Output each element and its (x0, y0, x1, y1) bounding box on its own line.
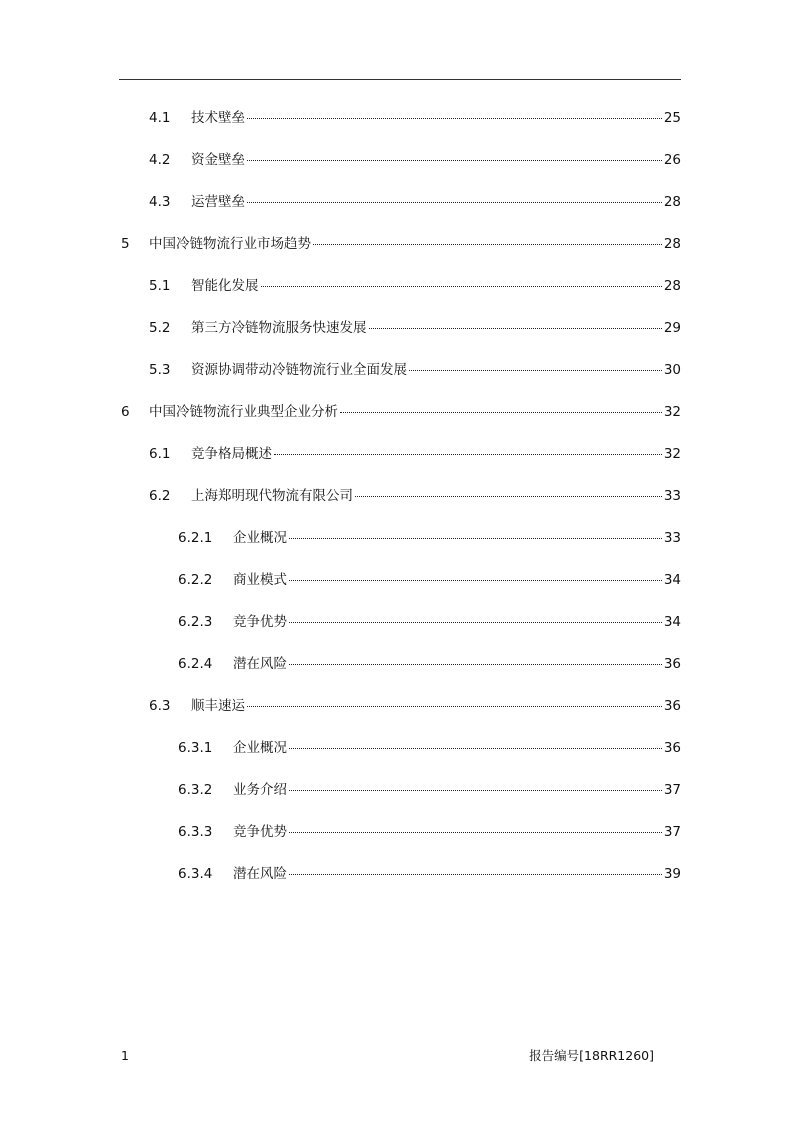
toc-entry-page: 33 (663, 488, 681, 504)
toc-dot-leader (274, 454, 662, 455)
toc-entry-page: 28 (663, 236, 681, 252)
toc-entry-title: 竞争优势 (233, 614, 287, 630)
toc-entry-number: 6.3.1 (178, 740, 213, 756)
toc-entry-5-2[interactable] (149, 318, 681, 338)
toc-entry-6-3-3[interactable] (178, 822, 681, 842)
toc-dot-leader (340, 412, 662, 413)
toc-entry-number: 6.2 (149, 488, 171, 504)
toc-entry-number: 4.2 (149, 152, 171, 168)
toc-entry-number: 5.1 (149, 278, 171, 294)
toc-entry-title: 顺丰速运 (191, 698, 245, 714)
toc-entry-title: 竞争格局概述 (191, 446, 272, 462)
toc-entry-6-2-2[interactable] (178, 570, 681, 590)
toc-dot-leader (289, 790, 662, 791)
toc-entry-number: 5.2 (149, 320, 171, 336)
header-rule (119, 79, 681, 80)
toc-dot-leader (289, 664, 662, 665)
toc-dot-leader (289, 580, 662, 581)
toc-entry-page: 26 (663, 152, 681, 168)
toc-dot-leader (289, 538, 662, 539)
toc-dot-leader (355, 496, 662, 497)
toc-entry-6-3[interactable] (149, 696, 681, 716)
toc-entry-title: 潜在风险 (233, 656, 287, 672)
footer-report-id: 报告编号[18RR1260] (529, 1048, 654, 1063)
toc-dot-leader (247, 160, 662, 161)
toc-entry-6-3-1[interactable] (178, 738, 681, 758)
toc-dot-leader (289, 748, 662, 749)
toc-entry-page: 32 (663, 404, 681, 420)
toc-entry-number: 6.3.4 (178, 866, 213, 882)
toc-entry-number: 6 (121, 404, 130, 420)
toc-entry-4-2[interactable] (149, 150, 681, 170)
toc-entry-6-3-4[interactable] (178, 864, 681, 884)
toc-entry-number: 6.3.2 (178, 782, 213, 798)
footer-page-number: 1 (121, 1048, 129, 1063)
toc-dot-leader (369, 328, 662, 329)
toc-entry-6-2-3[interactable] (178, 612, 681, 632)
toc-entry-page: 33 (663, 530, 681, 546)
toc-dot-leader (289, 832, 662, 833)
toc-entry-page: 37 (663, 782, 681, 798)
toc-entry-number: 6.2.2 (178, 572, 213, 588)
toc-dot-leader (247, 202, 662, 203)
toc-entry-number: 6.2.3 (178, 614, 213, 630)
toc-entry-number: 6.2.4 (178, 656, 213, 672)
toc-entry-page: 34 (663, 614, 681, 630)
toc-entry-6-3-2[interactable] (178, 780, 681, 800)
toc-entry-number: 6.2.1 (178, 530, 213, 546)
toc-entry-title: 业务介绍 (233, 782, 287, 798)
toc-dot-leader (247, 706, 662, 707)
toc-entry-6-2[interactable] (149, 486, 681, 506)
toc-entry-number: 5 (121, 236, 130, 252)
toc-entry-5-1[interactable] (149, 276, 681, 296)
toc-entry-page: 34 (663, 572, 681, 588)
toc-dot-leader (289, 622, 662, 623)
toc-entry-title: 竞争优势 (233, 824, 287, 840)
toc-entry-6[interactable] (121, 402, 681, 422)
toc-entry-4-1[interactable] (149, 108, 681, 128)
toc-entry-title: 企业概况 (233, 530, 287, 546)
toc-entry-6-1[interactable] (149, 444, 681, 464)
toc-dot-leader (409, 370, 662, 371)
toc-dot-leader (247, 118, 662, 119)
toc-entry-number: 6.3.3 (178, 824, 213, 840)
toc-entry-title: 商业模式 (233, 572, 287, 588)
toc-entry-title: 运营壁垒 (191, 194, 245, 210)
toc-entry-page: 36 (663, 740, 681, 756)
toc-entry-page: 30 (663, 362, 681, 378)
toc-entry-page: 36 (663, 698, 681, 714)
toc-entry-number: 6.1 (149, 446, 171, 462)
toc-entry-5-3[interactable] (149, 360, 681, 380)
toc-entry-title: 资金壁垒 (191, 152, 245, 168)
toc-entry-title: 第三方冷链物流服务快速发展 (191, 320, 367, 336)
toc-entry-number: 5.3 (149, 362, 171, 378)
toc-entry-page: 25 (663, 110, 681, 126)
toc-dot-leader (261, 286, 662, 287)
toc-entry-title: 上海郑明现代物流有限公司 (191, 488, 353, 504)
toc-entry-title: 智能化发展 (191, 278, 259, 294)
toc-entry-page: 37 (663, 824, 681, 840)
toc-entry-title: 中国冷链物流行业典型企业分析 (149, 404, 338, 420)
toc-dot-leader (289, 874, 662, 875)
toc-entry-number: 6.3 (149, 698, 171, 714)
toc-entry-title: 资源协调带动冷链物流行业全面发展 (191, 362, 407, 378)
toc-entry-6-2-4[interactable] (178, 654, 681, 674)
toc-entry-number: 4.1 (149, 110, 171, 126)
toc-entry-title: 中国冷链物流行业市场趋势 (149, 236, 311, 252)
toc-entry-4-3[interactable] (149, 192, 681, 212)
toc-entry-title: 潜在风险 (233, 866, 287, 882)
toc-entry-page: 28 (663, 194, 681, 210)
toc-entry-page: 28 (663, 278, 681, 294)
toc-entry-page: 29 (663, 320, 681, 336)
toc-entry-5[interactable] (121, 234, 681, 254)
toc-dot-leader (313, 244, 662, 245)
toc-entry-title: 企业概况 (233, 740, 287, 756)
toc-entry-title: 技术壁垒 (191, 110, 245, 126)
toc-entry-6-2-1[interactable] (178, 528, 681, 548)
toc-entry-page: 36 (663, 656, 681, 672)
toc-entry-number: 4.3 (149, 194, 171, 210)
toc-entry-page: 39 (663, 866, 681, 882)
toc-entry-page: 32 (663, 446, 681, 462)
